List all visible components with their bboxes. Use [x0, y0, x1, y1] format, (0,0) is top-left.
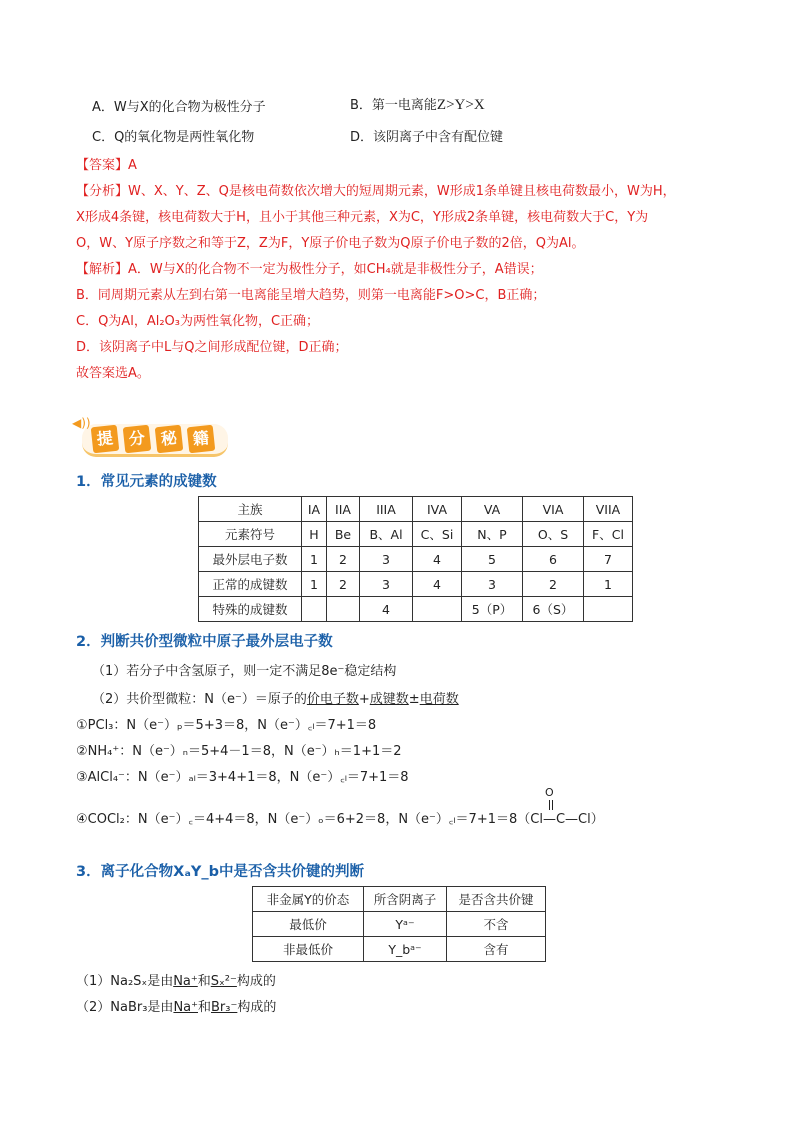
table-cell: 不含	[447, 912, 546, 937]
table-cell: 最外层电子数	[199, 547, 302, 572]
table-cell: 5（P）	[462, 597, 523, 622]
explanation-line-5: 故答案选A。	[76, 366, 150, 381]
double-bond	[549, 800, 553, 810]
table-cell	[302, 597, 327, 622]
explanation-line-4: D．该阴离子中L与Q之间形成配位键，D正确；	[76, 340, 348, 355]
plusminus-sign: ±	[408, 692, 420, 707]
table-cell: IVA	[413, 497, 462, 522]
table-cell: 主族	[199, 497, 302, 522]
table-cell: VIA	[523, 497, 584, 522]
table-cell: 6	[523, 547, 584, 572]
table-cell: Yᵃ⁻	[364, 912, 447, 937]
table-cell: 3	[360, 572, 413, 597]
table-cell: 最低价	[253, 912, 364, 937]
plus-sign: +	[358, 692, 370, 707]
table-cell: 1	[584, 572, 633, 597]
table-cell: 1	[302, 572, 327, 597]
table-cell: 4	[413, 547, 462, 572]
table-cell: B、Al	[360, 522, 413, 547]
table-cell: 是否含共价键	[447, 887, 546, 912]
note-2-suffix: 构成的	[237, 1000, 277, 1015]
table-cell	[584, 597, 633, 622]
table-cell: 非金属Y的价态	[253, 887, 364, 912]
badge-char-3: 秘	[155, 425, 184, 454]
table-cell: 6（S）	[523, 597, 584, 622]
table-cell: VIIA	[584, 497, 633, 522]
badge-char-4: 籍	[187, 425, 216, 454]
charge-count: 电荷数	[419, 692, 459, 707]
section-3-title: 3．离子化合物XₐY_b中是否含共价键的判断	[76, 864, 365, 880]
note-2-mid: 和	[198, 1000, 212, 1015]
table-cell: VA	[462, 497, 523, 522]
speaker-icon: ◀))	[72, 416, 91, 430]
option-d: D．该阴离子中含有配位键	[350, 130, 504, 145]
explanation-line-1: 【解析】A．W与X的化合物不一定为极性分子，如CH₄就是非极性分子，A错误；	[76, 262, 543, 277]
table-cell	[327, 597, 360, 622]
table-cell: O、S	[523, 522, 584, 547]
option-c: C．Q的氧化物是两性氧化物	[92, 130, 255, 145]
example-1: ①PCl₃：N（e⁻）ₚ＝5+3＝8，N（e⁻）꜀ₗ＝7+1＝8	[76, 718, 377, 733]
table-cell: C、Si	[413, 522, 462, 547]
table-cell: 4	[413, 572, 462, 597]
note-2-prefix: （2）NaBr₃是由	[76, 1000, 174, 1015]
note-1-prefix: （1）Na₂Sₓ是由	[76, 974, 174, 989]
option-a: A．W与X的化合物为极性分子	[92, 100, 266, 115]
rule-2-prefix: （2）共价型微粒：N（e⁻）＝原子的	[92, 692, 307, 707]
table-cell: 7	[584, 547, 633, 572]
note-1-suffix: 构成的	[236, 974, 276, 989]
table-cell: 含有	[447, 937, 546, 962]
explanation-line-3: C．Q为Al，Al₂O₃为两性氧化物，C正确；	[76, 314, 320, 329]
table-cell: 3	[360, 547, 413, 572]
table-cell: 非最低价	[253, 937, 364, 962]
option-b-formula: Z>Y>X	[436, 97, 485, 113]
table-row	[253, 912, 546, 937]
option-b	[350, 94, 485, 114]
bond-count: 成键数	[369, 692, 409, 707]
covalent-judgement-table	[252, 886, 546, 962]
table-cell: 正常的成键数	[199, 572, 302, 597]
table-cell: 2	[327, 547, 360, 572]
table-cell: 所含阴离子	[364, 887, 447, 912]
table-cell: Y_bᵃ⁻	[364, 937, 447, 962]
example-2: ②NH₄⁺：N（e⁻）ₙ＝5+4－1＝8，N（e⁻）ₕ＝1+1＝2	[76, 744, 402, 759]
analysis-line-1: 【分析】W、X、Y、Z、Q是核电荷数依次增大的短周期元素，W形成1条单键且核电荷数最小，W为H，	[76, 184, 676, 199]
note-2-cation: Na⁺	[173, 1000, 198, 1015]
badge-char-2: 分	[123, 425, 152, 454]
table-row	[199, 597, 633, 622]
table-cell: 特殊的成键数	[199, 597, 302, 622]
rule-1: （1）若分子中含氢原子，则一定不满足8e⁻稳定结构	[92, 664, 397, 679]
table-cell: N、P	[462, 522, 523, 547]
note-1-mid: 和	[197, 974, 211, 989]
note-1	[76, 970, 276, 989]
table-row	[199, 572, 633, 597]
table-cell	[413, 597, 462, 622]
table-cell: 1	[302, 547, 327, 572]
note-2-anion: Br₃⁻	[211, 1000, 238, 1015]
badge-char-1: 提	[91, 425, 120, 454]
table-cell: 2	[327, 572, 360, 597]
analysis-line-2: X形成4条键，核电荷数大于H，且小于其他三种元素，X为C，Y形成2条单键，核电荷数大于C，Y为	[76, 210, 649, 225]
table-cell: IIA	[327, 497, 360, 522]
table-cell: F、Cl	[584, 522, 633, 547]
section-1-title: 1．常见元素的成键数	[76, 474, 217, 490]
note-1-cation: Na⁺	[173, 974, 198, 989]
valence-electrons: 价电子数	[306, 692, 359, 707]
table-row	[253, 937, 546, 962]
table-cell: Be	[327, 522, 360, 547]
table-cell: 4	[360, 597, 413, 622]
table-row	[253, 887, 546, 912]
note-2	[76, 996, 276, 1015]
table-row	[199, 522, 633, 547]
table-cell: 3	[462, 572, 523, 597]
note-1-anion: Sₓ²⁻	[210, 974, 237, 989]
table-cell: IIIA	[360, 497, 413, 522]
section-2-title: 2．判断共价型微粒中原子最外层电子数	[76, 634, 333, 650]
table-cell: 2	[523, 572, 584, 597]
example-3: ③AlCl₄⁻：N（e⁻）ₐₗ＝3+4+1＝8，N（e⁻）꜀ₗ＝7+1＝8	[76, 770, 409, 785]
table-row	[199, 497, 633, 522]
explanation-line-2: B．同周期元素从左到右第一电离能呈增大趋势，则第一电离能F>O>C，B正确；	[76, 288, 546, 303]
bond-count-table	[198, 496, 633, 622]
example-4: ④COCl₂：N（e⁻）꜀＝4+4＝8，N（e⁻）ₒ＝6+2＝8，N（e⁻）꜀ₗ＝7+1＝8（Cl—C—Cl）	[76, 812, 604, 827]
carbonyl-oxygen: O	[545, 786, 554, 799]
analysis-line-3: O，W、Y原子序数之和等于Z，Z为F，Y原子价电子数为Q原子价电子数的2倍，Q为Al。	[76, 236, 585, 251]
rule-2	[92, 688, 459, 707]
table-cell: H	[302, 522, 327, 547]
option-b-label: B．第一电离能	[350, 98, 437, 113]
table-cell: 元素符号	[199, 522, 302, 547]
table-cell: 5	[462, 547, 523, 572]
tips-badge	[72, 416, 228, 458]
table-cell: IA	[302, 497, 327, 522]
answer: 【答案】A	[76, 158, 137, 173]
table-row	[199, 547, 633, 572]
